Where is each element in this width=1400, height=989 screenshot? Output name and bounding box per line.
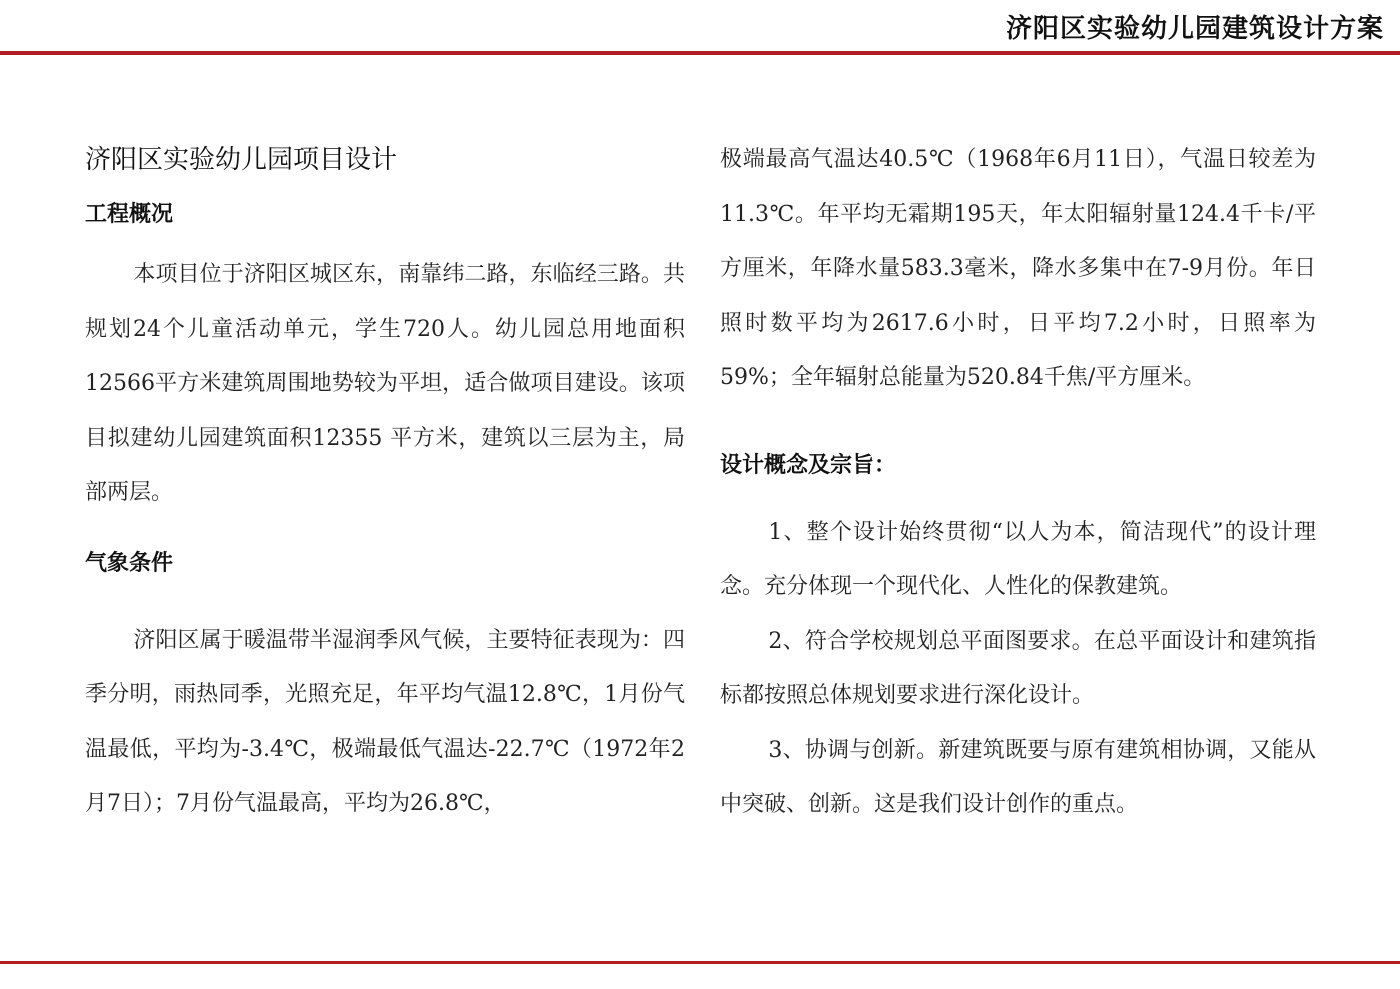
section-heading-project-overview: 工程概况 xyxy=(85,202,174,227)
design-concept-item: 2、符合学校规划总平面图要求。在总平面设计和建筑指标都按照总体规划要求进行深化设计。 xyxy=(720,628,1316,708)
document-header-title: 济阳区实验幼儿园建筑设计方案 xyxy=(1005,14,1384,44)
right-column xyxy=(720,140,1316,833)
project-overview-paragraph: 本项目位于济阳区城区东，南靠纬二路，东临经三路。共规划24个儿童活动单元，学生720人。幼儿园总用地面积12566平方米建筑周围地势较为平坦，适合做项目建设。该项目拟建幼儿园建筑面积12355 平方米，建筑以三层为主，局部两层。 xyxy=(85,262,685,505)
section-heading-climate: 气象条件 xyxy=(85,550,174,576)
design-concept-item: 1、整个设计始终贯彻“以人为本，简洁现代”的设计理念。充分体现一个现代化、人性化的保教建筑。 xyxy=(720,519,1316,599)
left-column xyxy=(85,140,685,832)
page-title: 济阳区实验幼儿园项目设计 xyxy=(85,145,398,175)
climate-paragraph: 济阳区属于暖温带半湿润季风气候，主要特征表现为：四季分明，雨热同季，光照充足，年平均气温12.8℃，1月份气温最低，平均为-3.4℃，极端最低气温达-22.7℃（1972年2月7日）；7月份气温最高，平均为26.8℃， xyxy=(85,627,685,816)
design-concept-item: 3、协调与创新。新建筑既要与原有建筑相协调，又能从中突破、创新。这是我们设计创作的重点。 xyxy=(720,737,1316,817)
section-heading-design-concept: 设计概念及宗旨： xyxy=(720,452,897,478)
climate-paragraph-continued: 极端最高气温达40.5℃（1968年6月11日），气温日较差为11.3℃。年平均无霜期195天，年太阳辐射量124.4千卡/平方厘米，年降水量583.3毫米，降水多集中在7-9月份。年日照时数平均为2617.6小时，日平均7.2小时，日照率为59%；全年辐射总能量为520.84千焦/平方厘米。 xyxy=(720,147,1316,390)
footer-divider xyxy=(0,961,1400,964)
header-divider xyxy=(0,51,1400,55)
